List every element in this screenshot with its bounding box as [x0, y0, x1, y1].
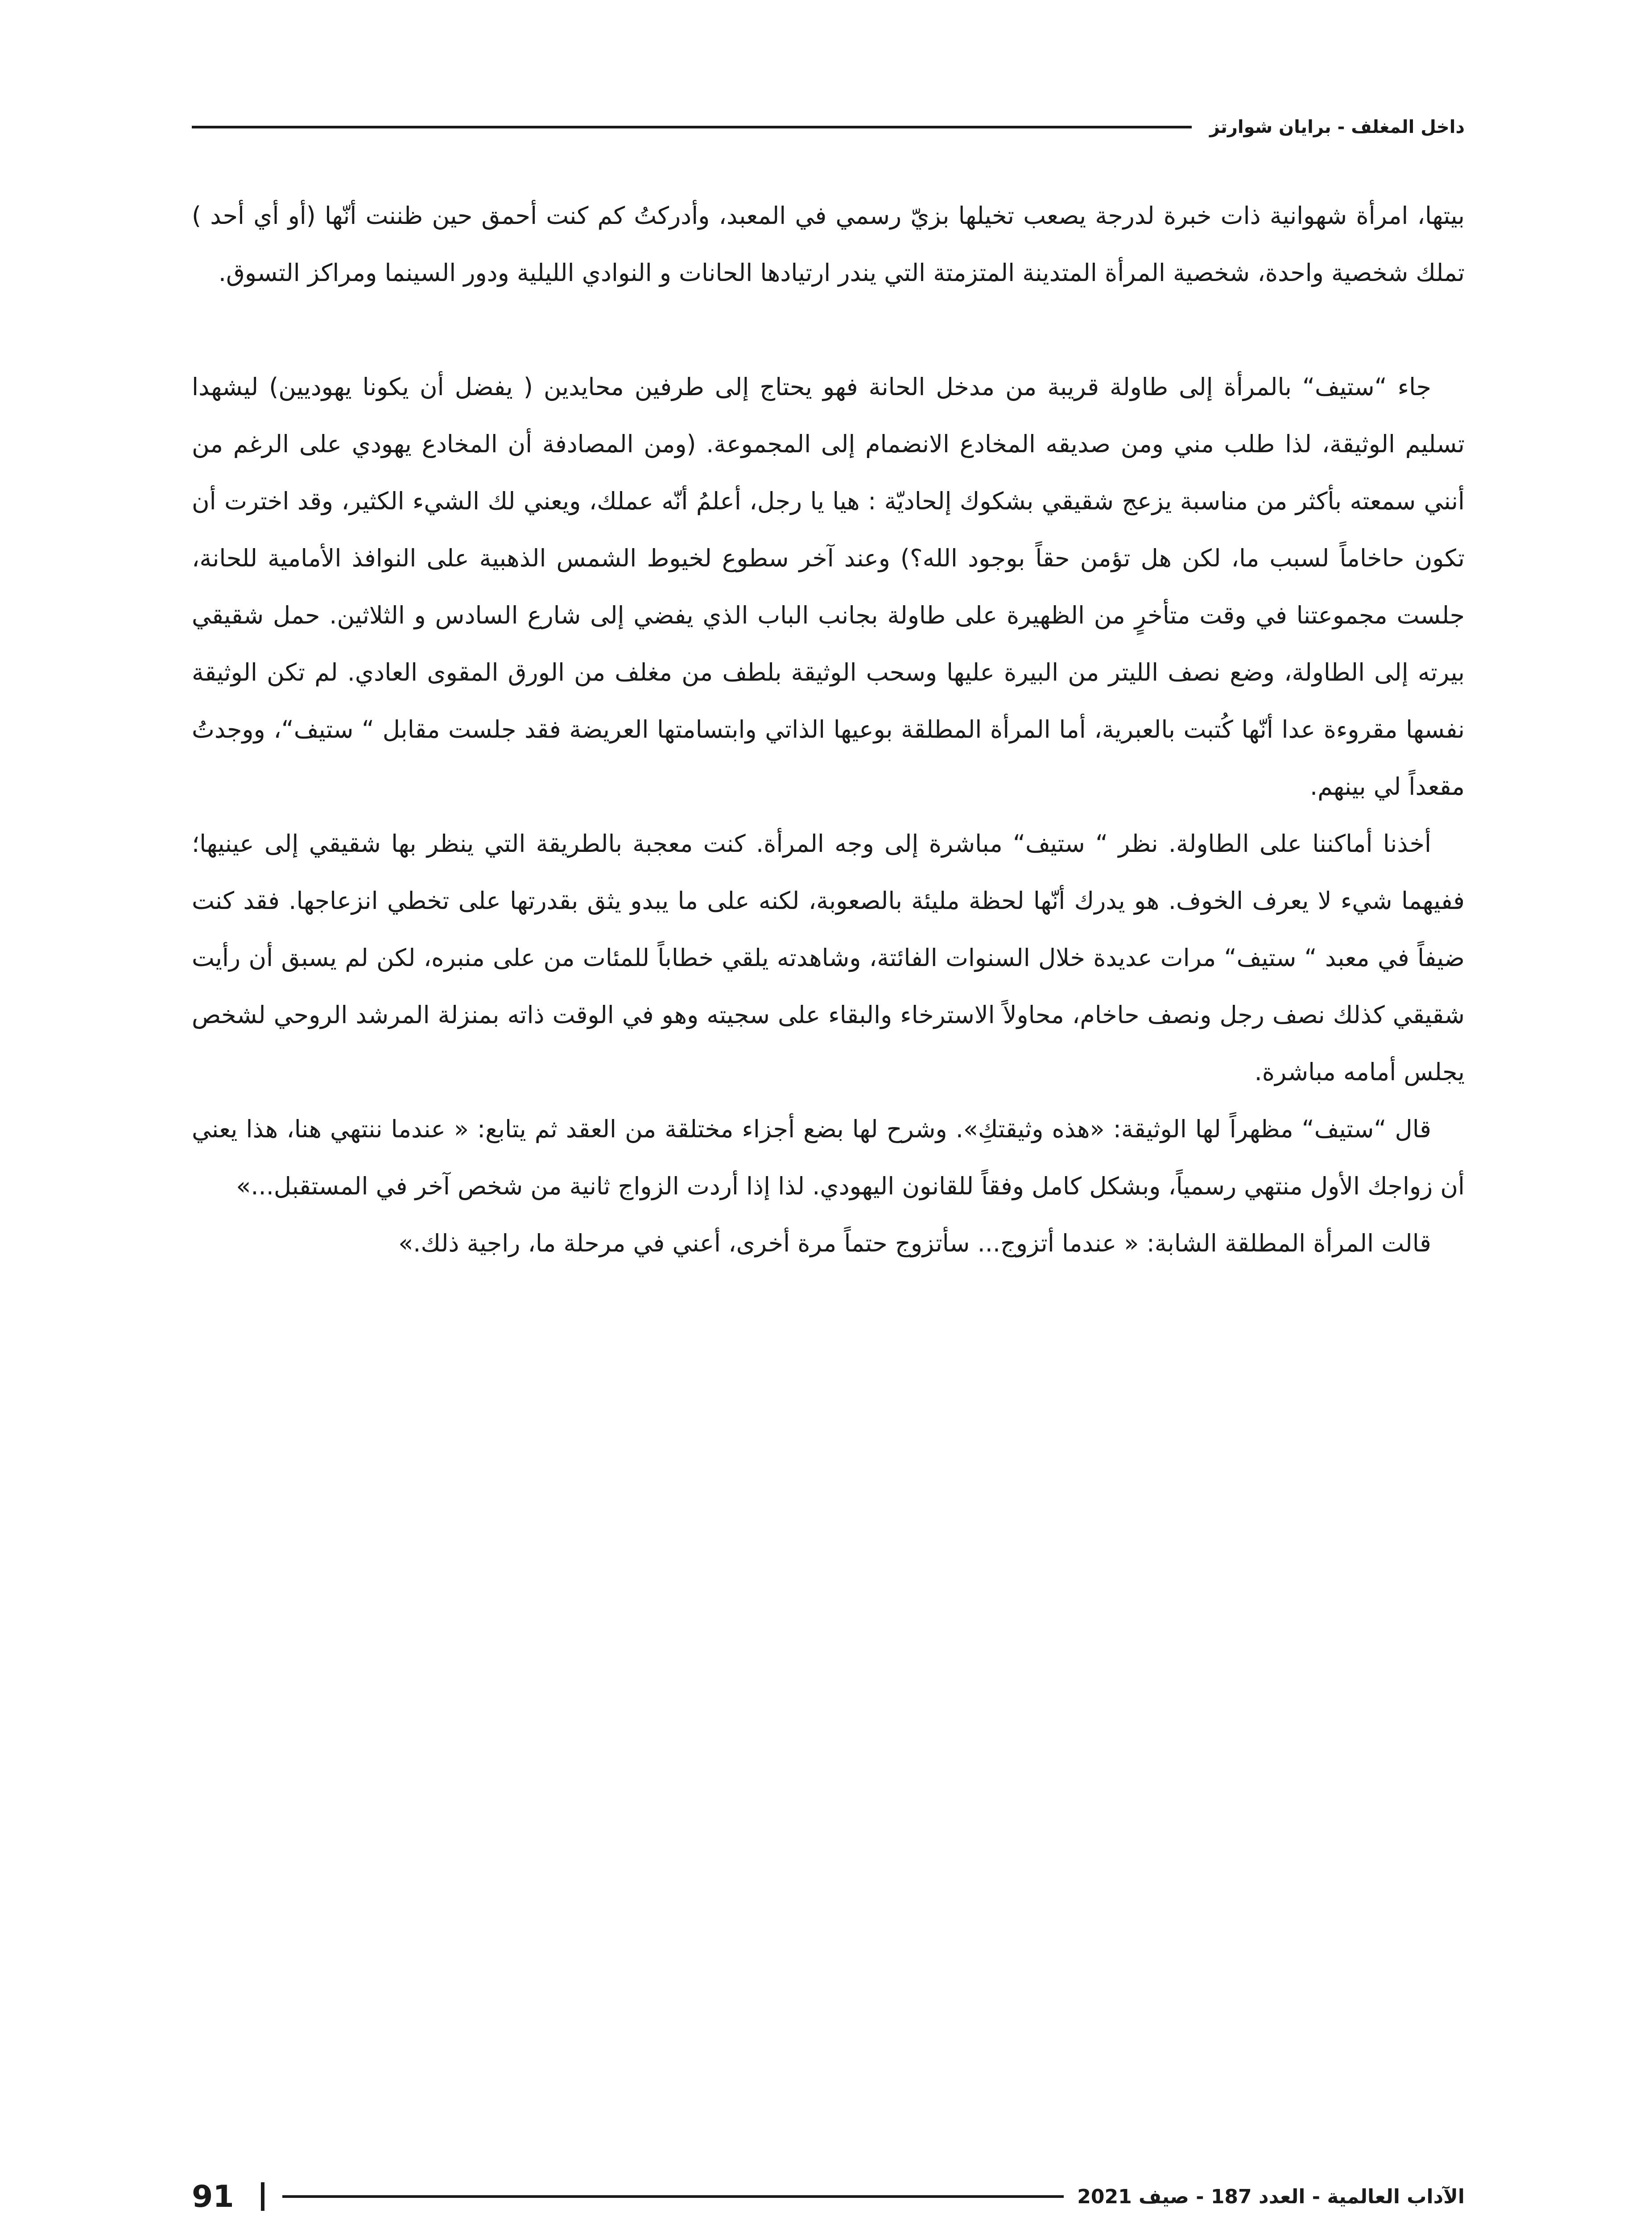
journal-issue: الآداب العالمية - العدد 187 - صيف 2021	[1077, 2185, 1465, 2208]
page-number: 91	[192, 2179, 234, 2214]
article-body	[192, 187, 1465, 1272]
paragraph-5: قالت المرأة المطلقة الشابة: « عندما أتزوج... سأتزوج حتماً مرة أخرى، أعني في مرحلة ما، راجية ذلك.»	[398, 1229, 1431, 1257]
paragraph-1: بيتها، امرأة شهوانية ذات خبرة لدرجة يصعب تخيلها بزيّ رسمي في المعبد، وأدركتُ كم كنت أحمق حين ظننت أنّها (أو أي أحد ) تملك شخصية واحدة، شخصية المرأة المتدينة المتزمتة التي يندر ارتيادها الحانات و النوادي الليلية ودور السينما ومراكز التسوق.	[192, 202, 1465, 287]
footer-separator	[261, 2182, 264, 2211]
paragraph-2: جاء “ستيف“ بالمرأة إلى طاولة قريبة من مدخل الحانة فهو يحتاج إلى طرفين محايدين ( يفضل أن يكونا يهوديين) ليشهدا تسليم الوثيقة، لذا طلب مني ومن صديقه المخادع الانضمام إلى المجموعة. (ومن المصادفة أن المخادع يهودي على الرغم من أنني سمعته بأكثر من مناسبة يزعج شقيقي بشكوك إلحاديّة : هيا يا رجل، أعلمُ أنّه عملك، ويعني لك الشيء الكثير، وقد اخترت أن تكون حاخاماً لسبب ما، لكن هل تؤمن حقاً بوجود الله؟) وعند آخر سطوع لخيوط الشمس الذهبية على النوافذ الأمامية للحانة، جلست مجموعتنا في وقت متأخرٍ من الظهيرة على طاولة بجانب الباب الذي يفضي إلى شارع السادس و الثلاثين. حمل شقيقي بيرته إلى الطاولة، وضع نصف الليتر من البيرة عليها وسحب الوثيقة بلطف من مغلف من الورق المقوى العادي. لم تكن الوثيقة نفسها مقروءة عدا أنّها كُتبت بالعبرية، أما المرأة المطلقة بوعيها الذاتي وابتسامتها العريضة فقد جلست مقابل “ ستيف“، ووجدتُ مقعداً لي بينهم.	[192, 373, 1465, 801]
paragraph-3: أخذنا أماكننا على الطاولة. نظر “ ستيف“ مباشرة إلى وجه المرأة. كنت معجبة بالطريقة التي ينظر بها شقيقي إلى عينيها؛ ففيهما شيء لا يعرف الخوف. هو يدرك أنّها لحظة مليئة بالصعوبة، لكنه على ما يبدو يثق بقدرتها على تخطي انزعاجها. فقد كنت ضيفاً في معبد “ ستيف“ مرات عديدة خلال السنوات الفائتة، وشاهدته يلقي خطاباً للمئات من على منبره، لكن لم يسبق أن رأيت شقيقي كذلك نصف رجل ونصف حاخام، محاولاً الاسترخاء والبقاء على سجيته وهو في الوقت ذاته بمنزلة المرشد الروحي لشخص يجلس أمامه مباشرة.	[192, 830, 1465, 1086]
page-footer	[192, 2176, 1465, 2217]
running-header	[192, 112, 1465, 143]
footer-rule	[282, 2195, 1064, 2198]
header-rule	[192, 126, 1192, 128]
running-title: داخل المغلف - برايان شوارتز	[1209, 117, 1465, 137]
paragraph-4: قال “ستيف“ مظهراً لها الوثيقة: «هذه وثيقتكِ». وشرح لها بضع أجزاء مختلقة من العقد ثم يتابع: « عندما ننتهي هنا، هذا يعني أن زواجك الأول منتهي رسمياً، وبشكل كامل وفقاً للقانون اليهودي. لذا إذا أردت الزواج ثانية من شخص آخر في المستقبل...»	[192, 1115, 1465, 1200]
